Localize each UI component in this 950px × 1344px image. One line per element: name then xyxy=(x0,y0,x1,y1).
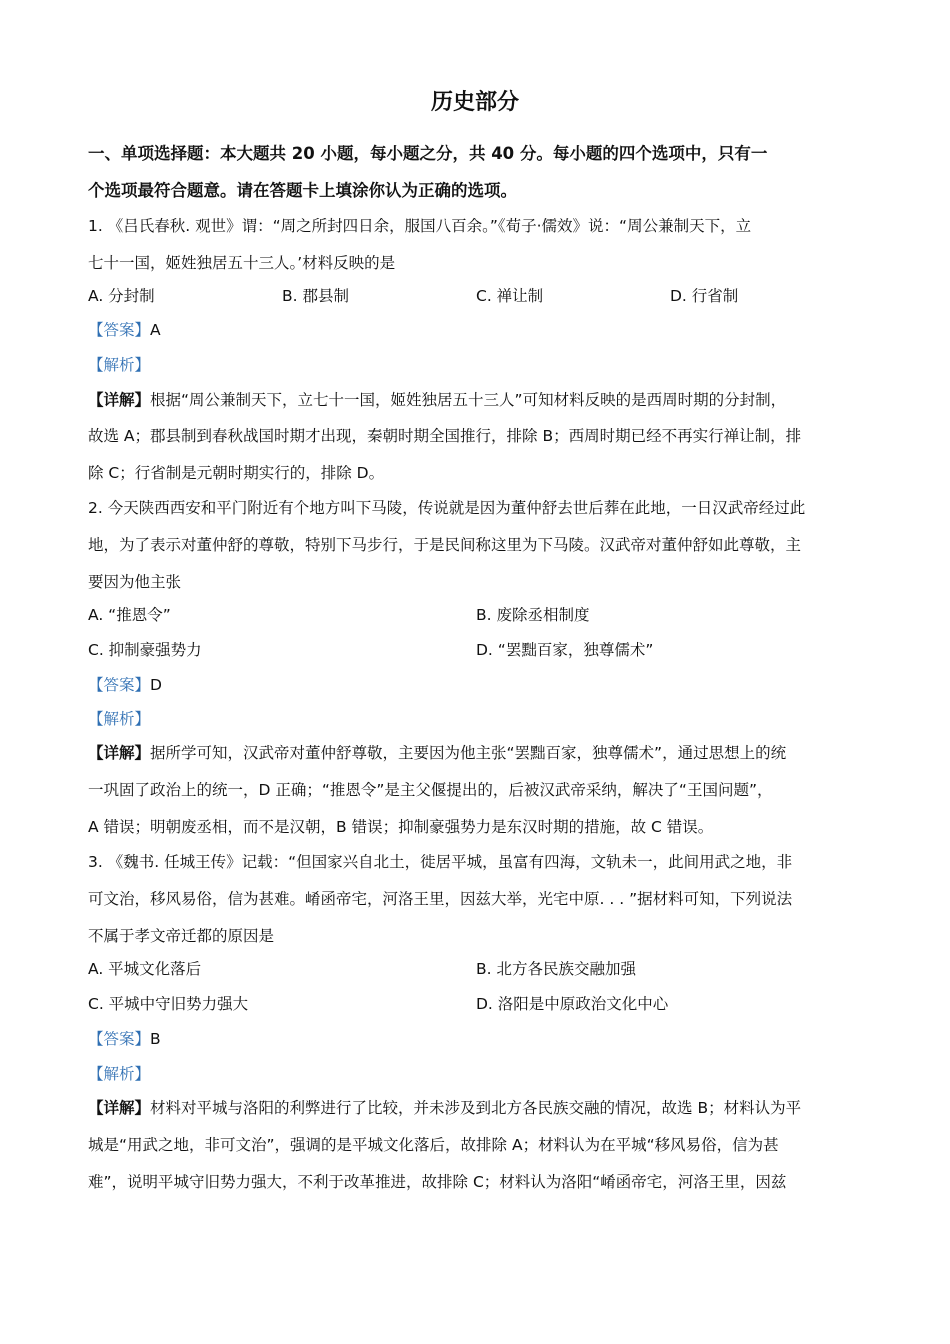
question-3-analysis xyxy=(88,1063,868,1085)
question-2-stem-line-3: 要因为他主张 xyxy=(88,573,182,591)
detail-label: 【详解】 xyxy=(88,744,151,762)
detail-text: 根据“周公兼制天下，立七十一国，姬姓独居五十三人”可知材料反映的是西周时期的分封制， xyxy=(150,391,787,409)
question-2-option-b: B. 废除丞相制度 xyxy=(476,606,590,624)
answer-value: D xyxy=(150,676,162,694)
answer-value: A xyxy=(150,321,161,339)
question-1-detail-line-1 xyxy=(88,389,868,411)
page-title: 历史部分 xyxy=(430,90,519,115)
section-heading-line-2: 个选项最符合题意。请在答题卡上填涂你认为正确的选项。 xyxy=(88,181,517,200)
question-1-option-d: D. 行省制 xyxy=(670,287,739,305)
question-2-detail-line-3: A 错误；明朝废丞相，而不是汉朝，B 错误；抑制豪强势力是东汉时期的措施，故 C 错误。 xyxy=(88,818,714,836)
question-2-detail-line-2: 一巩固了政治上的统一，D 正确；“推恩令”是主父偃提出的，后被汉武帝采纳，解决了“王国问题”， xyxy=(88,781,773,799)
question-2-option-a: A. “推恩令” xyxy=(88,606,171,624)
answer-label: 【答案】 xyxy=(88,676,151,694)
question-2-option-d: D. “罢黜百家，独尊儒术” xyxy=(476,641,654,659)
answer-value: B xyxy=(150,1030,161,1048)
question-3-detail-line-1 xyxy=(88,1097,868,1119)
question-2-option-c: C. 抑制豪强势力 xyxy=(88,641,202,659)
detail-label: 【详解】 xyxy=(88,391,151,409)
question-1-answer xyxy=(88,319,868,341)
answer-label: 【答案】 xyxy=(88,1030,151,1048)
answer-label: 【答案】 xyxy=(88,321,151,339)
analysis-label: 【解析】 xyxy=(88,356,151,374)
question-1-stem-line-2: 七十一国，姬姓独居五十三人。’材料反映的是 xyxy=(88,254,396,272)
question-3-detail-line-2: 城是“用武之地，非可文治”，强调的是平城文化落后，故排除 A；材料认为在平城“移风易俗，信为甚 xyxy=(88,1136,779,1154)
question-3-stem-line-2: 可文治，移风易俗，信为甚难。崤函帝宅，河洛王里，因兹大举，光宅中原. . . ”据材料可知，下列说法 xyxy=(88,890,793,908)
question-1-option-a: A. 分封制 xyxy=(88,287,155,305)
analysis-label: 【解析】 xyxy=(88,1065,151,1083)
question-1-option-c: C. 禅让制 xyxy=(476,287,544,305)
question-2-answer xyxy=(88,674,868,696)
detail-text: 材料对平城与洛阳的利弊进行了比较，并未涉及到北方各民族交融的情况，故选 B；材料认为平 xyxy=(150,1099,802,1117)
question-2-stem-line-1: 2. 今天陕西西安和平门附近有个地方叫下马陵，传说就是因为董仲舒去世后葬在此地，一日汉武帝经过此 xyxy=(88,499,806,517)
question-3-option-b: B. 北方各民族交融加强 xyxy=(476,960,636,978)
question-1-analysis xyxy=(88,354,868,376)
detail-label: 【详解】 xyxy=(88,1099,151,1117)
question-3-stem-line-1: 3. 《魏书. 任城王传》记载：“但国家兴自北土，徙居平城，虽富有四海，文轨未一，此间用武之地，非 xyxy=(88,853,793,871)
question-3-option-a: A. 平城文化落后 xyxy=(88,960,202,978)
question-1-detail-line-3: 除 C；行省制是元朝时期实行的，排除 D。 xyxy=(88,464,385,482)
detail-text: 据所学可知，汉武帝对董仲舒尊敬，主要因为他主张“罢黜百家，独尊儒术”，通过思想上的统 xyxy=(150,744,787,762)
question-1-detail-line-2: 故选 A；郡县制到春秋战国时期才出现，秦朝时期全国推行，排除 B；西周时期已经不再实行禅让制，排 xyxy=(88,427,802,445)
question-1-option-b: B. 郡县制 xyxy=(282,287,349,305)
question-3-answer xyxy=(88,1028,868,1050)
question-3-option-c: C. 平城中守旧势力强大 xyxy=(88,995,249,1013)
section-heading-line-1: 一、单项选择题：本大题共 20 小题，每小题之分，共 40 分。每小题的四个选项中，只有一 xyxy=(88,144,768,163)
question-3-stem-line-3: 不属于孝文帝迁都的原因是 xyxy=(88,927,275,945)
question-2-stem-line-2: 地，为了表示对董仲舒的尊敬，特别下马步行，于是民间称这里为下马陵。汉武帝对董仲舒如此尊敬，主 xyxy=(88,536,802,554)
question-2-analysis xyxy=(88,708,868,730)
analysis-label: 【解析】 xyxy=(88,710,151,728)
question-3-option-d: D. 洛阳是中原政治文化中心 xyxy=(476,995,669,1013)
question-1-stem-line-1: 1. 《吕氏春秋. 观世》谓：“周之所封四日余，服国八百余。”《荀子·儒效》说：“周公兼制天下，立 xyxy=(88,217,752,235)
question-2-detail-line-1 xyxy=(88,742,868,764)
question-3-detail-line-3: 难”，说明平城守旧势力强大，不利于改革推进，故排除 C；材料认为洛阳“崤函帝宅，河洛王里，因兹 xyxy=(88,1173,787,1191)
